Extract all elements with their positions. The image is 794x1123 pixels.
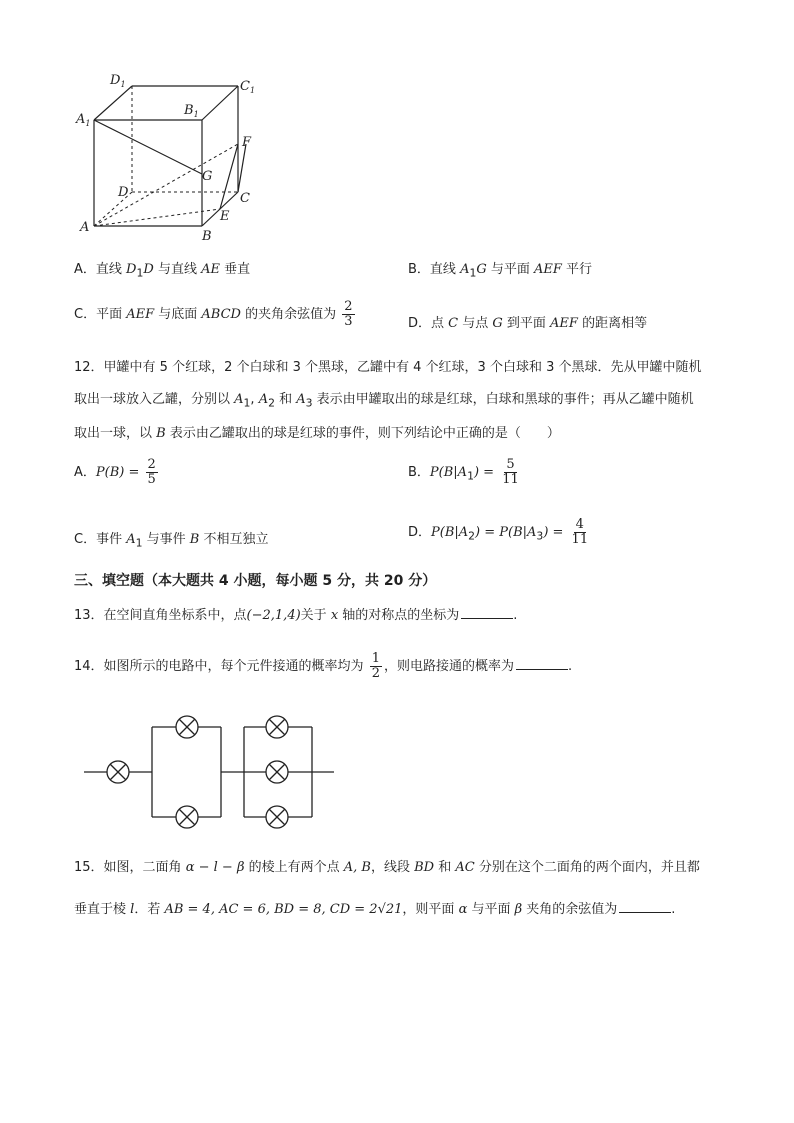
lamp-icon (266, 716, 288, 738)
segment-a1-g (94, 120, 202, 174)
label-b: B (202, 229, 212, 244)
q12-line-1: 12．甲罐中有 5 个红球，2 个白球和 3 个黑球，乙罐中有 4 个红球，3 个白球和 3 个黑球．先从甲罐中随机 (74, 360, 702, 375)
q12-line-2: 取出一球放入乙罐，分别以 $A_1$, $A_2$ 和 $A_3$ 表示由甲罐取出的球是红球，白球和黑球的事件；再从乙罐中随机 (74, 392, 694, 410)
circuit-figure (80, 708, 340, 834)
lamp-icon (266, 761, 288, 783)
fraction: $\frac{5}{11}$ (502, 457, 519, 487)
answer-blank[interactable] (461, 606, 513, 619)
label-d: D (118, 185, 129, 200)
fraction: $\frac{2}{5}$ (147, 457, 156, 487)
label-a: A (80, 220, 90, 235)
q12-option-c: C．事件 $A_1$ 与事件 B 不相互独立 (74, 532, 269, 550)
answer-blank[interactable] (619, 900, 671, 913)
q12-option-d: D．$P(B|A_2) = P(B|A_3)$ = $\frac{4}{11}$ (408, 517, 589, 547)
label-e: E (220, 209, 230, 224)
lamp-icon (176, 716, 198, 738)
fraction: $\frac{2}{3}$ (344, 299, 353, 329)
cube-figure (70, 68, 270, 248)
lamp-icon (176, 806, 198, 828)
answer-blank[interactable] (516, 657, 568, 670)
q11-option-a: A．直线 $D_1D$ 与直线 AE 垂直 (74, 262, 251, 280)
lamp-icon (266, 806, 288, 828)
label-c: C (240, 191, 250, 206)
q11-option-c: C．平面 AEF 与底面 ABCD 的夹角余弦值为 $\frac{2}{3}$ (74, 299, 353, 329)
q14: 14．如图所示的电路中，每个元件接通的概率均为 $\frac{1}{2}$ ，则电路接通的概率为 . (74, 651, 573, 681)
section-title: 三、填空题（本大题共 4 小题，每小题 5 分，共 20 分） (74, 573, 437, 589)
label-b1: $B_1$ (184, 103, 199, 119)
fraction: $\frac{1}{2}$ (371, 651, 380, 681)
q12-line-3: 取出一球，以 B 表示由乙罐取出的球是红球的事件，则下列结论中正确的是（ ） (74, 426, 560, 441)
segment-c-f (238, 144, 246, 192)
segment-e-f (220, 144, 238, 209)
label-c1: $C_1$ (240, 79, 256, 95)
label-d1: $D_1$ (110, 73, 126, 89)
q13: 13．在空间直角坐标系中，点(−2,1,4)关于 x 轴的对称点的坐标为 . (74, 608, 518, 623)
q15-line-1: 15．如图，二面角 α − l − β 的棱上有两个点 A, B，线段 BD 和 AC 分别在这个二面角的两个面内，并且都 (74, 860, 700, 875)
q11-option-d: D．点 C 与点 G 到平面 AEF 的距离相等 (408, 316, 648, 331)
q12-option-a: A．P(B) = $\frac{2}{5}$ (74, 457, 156, 487)
fraction: $\frac{4}{11}$ (571, 517, 589, 547)
label-g: G (202, 169, 213, 184)
label-f: F (242, 135, 252, 150)
label-a1: $A_1$ (76, 112, 91, 128)
q15-line-2: 垂直于棱 l．若 AB = 4, AC = 6, BD = 8, CD = 2√21，则平面 α 与平面 β 夹角的余弦值为 . (74, 902, 676, 917)
q11-option-b: B．直线 $A_1G$ 与平面 AEF 平行 (408, 262, 593, 280)
lamp-icon (107, 761, 129, 783)
edge-d1-a1 (94, 86, 132, 120)
q12-option-b: B．$P(B|A_1)$ = $\frac{5}{11}$ (408, 457, 519, 487)
segment-a-e (94, 209, 220, 226)
edge-b1-c1 (202, 86, 238, 120)
